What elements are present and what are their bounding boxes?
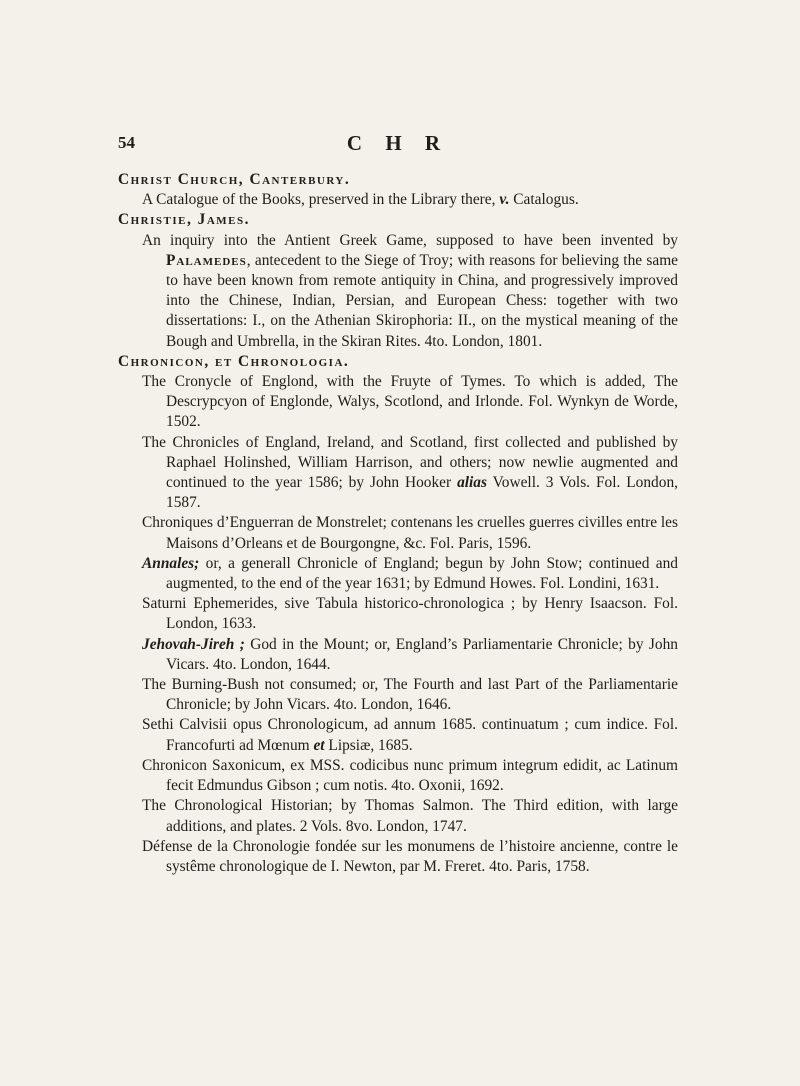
entry-text: God in the Mount; or, England’s Parliamentarie Chronicle; by John Vicars. 4to. London, 1644. [166, 635, 678, 673]
catalogue-entry [142, 372, 678, 433]
entry-text: The Chronicles of England, Ireland, and Scotland, first collected and published by Raphael Holinshed, William Harrison, and others; now newlie augmented and continued to the year 1586; by John Hooker [142, 433, 678, 492]
catalogue-entry [142, 554, 678, 594]
entry-text: alias [457, 474, 487, 492]
entry-text: Catalogus. [509, 191, 579, 209]
catalogue-entry [142, 837, 678, 877]
catalogue-entry [142, 433, 678, 514]
entry-text: or, a generall Chronicle of England; begun by John Stow; continued and augmented, to the end of the year 1631; by Edmund Howes. Fol. Londini, 1631. [166, 554, 678, 593]
catalogue-entry [142, 715, 678, 755]
entry-text: , antecedent to the Siege of Troy; with reasons for believing the same to have been known from remote antiquity in China, and progressively improved into the Chinese, Indian, Persian, and European Chess: together with two dissertations: I., on the Athenian Skirophoria: II., on the mystical meaning of the Bough and Umbrella, in the Skiran Rites. 4to. London, 1801. [166, 251, 678, 350]
entry-text: Défense de la Chronologie fondée sur les monumens de l’histoire ancienne, contre le systême chronologique de I. Newton, par M. Freret. 4to. Paris, 1758. [142, 837, 678, 875]
entry-text: Palamedes [166, 251, 247, 269]
entry-text: Chronicon Saxonicum, ex MSS. codicibus nunc primum integrum edidit, ac Latinum fecit Edmundus Gibson ; cum notis. 4to. Oxonii, 1692. [142, 756, 678, 795]
entry-text: The Burning-Bush not consumed; or, The Fourth and last Part of the Parliamentarie Chronicle; by John Vicars. 4to. London, 1646. [142, 676, 678, 714]
catalogue-entries [118, 170, 678, 877]
entry-text: Chroniques d’Enguerran de Monstrelet; contenans les cruelles guerres civilles entre les Maisons d’Orleans et de Bourgongne, &c. Fol. Paris, 1596. [142, 514, 678, 552]
catalogue-entry [142, 635, 678, 675]
entry-text: v. [499, 191, 510, 209]
entry-text: A Catalogue of the Books, preserved in the Library there, [142, 191, 500, 209]
catalogue-entry [142, 594, 678, 634]
catalogue-entry [142, 190, 678, 210]
entry-text: Jehovah-Jireh ; [142, 635, 245, 653]
entry-text: Sethi Calvisii opus Chronologicum, ad annum 1685. continuatum ; cum indice. Fol. Francofurti ad Mœnum [142, 716, 678, 754]
section-heading: Christie, James. [118, 211, 250, 229]
section-heading: Chronicon, et Chronologia. [118, 352, 350, 370]
running-head [118, 133, 678, 157]
entry-text: An inquiry into the Antient Greek Game, supposed to have been invented by [142, 231, 678, 249]
catalogue-entry [142, 513, 678, 553]
entry-text: The Cronycle of Englond, with the Fruyte of Tymes. To which is added, The Descrypcyon of Englonde, Walys, Scotlond, and Irlonde. Fol. Wynkyn de Worde, 1502. [142, 373, 678, 431]
entry-text: Vowell. 3 Vols. Fol. London, 1587. [166, 474, 678, 512]
entry-text: Annales; [142, 554, 200, 572]
section-heading: Christ Church, Canterbury. [118, 171, 351, 188]
page-number: 54 [118, 133, 135, 152]
entry-text: The Chronological Historian; by Thomas Salmon. The Third edition, with large additions, and plates. 2 Vols. 8vo. London, 1747. [142, 797, 678, 835]
catalogue-entry [142, 675, 678, 715]
catalogue-entry [142, 796, 678, 836]
entry-text: et [313, 736, 325, 754]
entry-text: Saturni Ephemerides, sive Tabula historico-chronologica ; by Henry Isaacson. Fol. London, 1633. [142, 595, 678, 633]
running-head-title: C H R [346, 131, 450, 155]
entry-text: Lipsiæ, 1685. [324, 736, 413, 754]
catalogue-entry [142, 756, 678, 796]
catalogue-entry [142, 231, 678, 352]
